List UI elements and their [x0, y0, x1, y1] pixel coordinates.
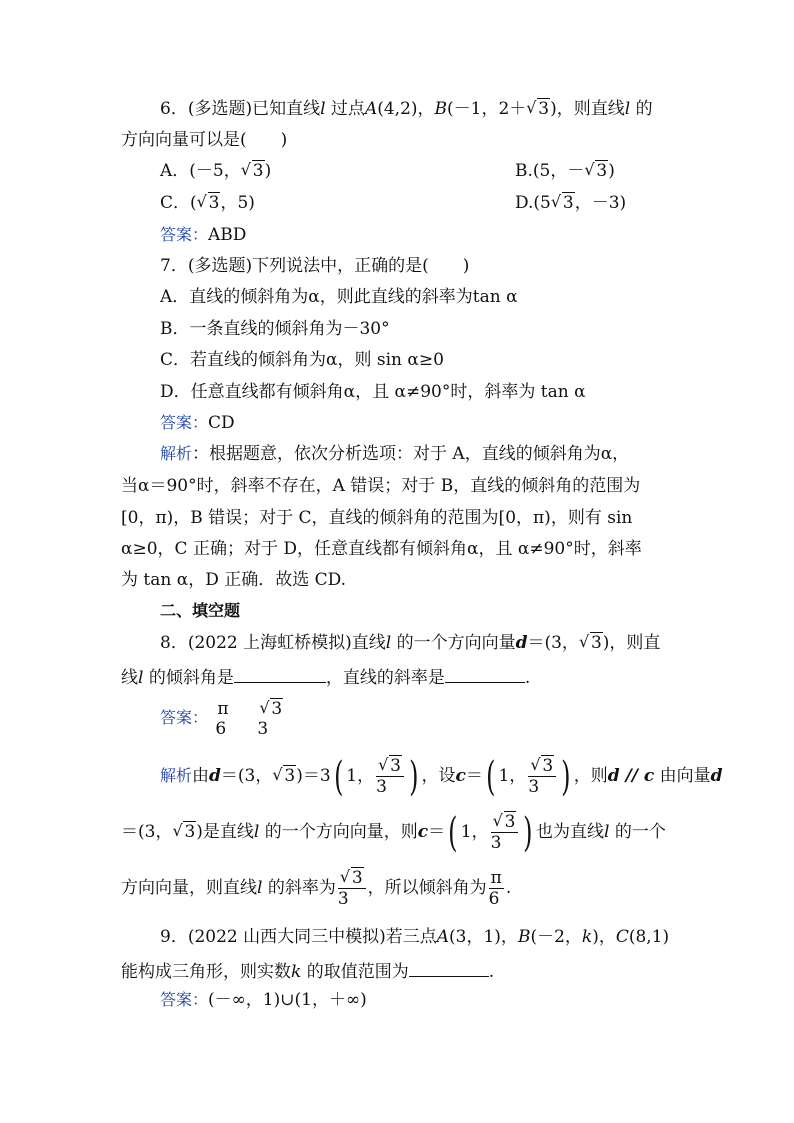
q7-analysis-line5: 为 tan α，D 正确．故选 CD.	[121, 570, 347, 590]
sqrt-symbol: √ 3	[526, 98, 550, 120]
sqrt-symbol: √ 3	[340, 868, 364, 888]
answer-label: 答案：	[160, 413, 209, 432]
sqrt-symbol: √ 3	[378, 756, 402, 776]
right-paren: )	[409, 753, 419, 800]
q6-option-c: C．(√ 3，5)	[160, 192, 255, 214]
sqrt-symbol: √ 3	[172, 808, 196, 856]
answer-label: 答案：	[160, 225, 209, 244]
q8-stem-line2: 线l 的倾斜角是 ，直线的斜率是 .	[121, 664, 530, 689]
left-paren: (	[333, 753, 344, 800]
fraction: √ $\frac{3}{3}$	[338, 868, 366, 909]
sqrt-symbol: √ 3	[493, 812, 517, 832]
sqrt-symbol: √ 3	[259, 699, 283, 719]
sqrt-symbol: √ 3	[584, 160, 608, 182]
q8-analysis-line2: ＝(3，√ 3)是直线l 的一个方向向量，则c＝( 1， √ $\frac{3}{3}$ ) 也为直线l 的一个	[121, 808, 666, 856]
q7-option-c: C．若直线的倾斜角为α，则 sin α≥0	[160, 350, 444, 370]
sqrt-symbol: √ 3	[530, 756, 554, 776]
q6-stem: 6．(多选题)已知直线l 过点A(4,2)，B(－1，2＋√ 3)，则直线l 的	[160, 98, 653, 120]
answer-blank[interactable]	[445, 664, 525, 683]
fraction: √ $\frac{3}{3}$	[491, 812, 519, 853]
q6-option-b: B.(5，－√ 3)	[515, 160, 615, 182]
q8-answer	[160, 694, 287, 742]
fraction: $\frac{\pi}{6}$	[488, 868, 502, 909]
q7-option-d: D．任意直线都有倾斜角α，且 α≠90°时，斜率为 tan α	[160, 382, 586, 402]
q6-stem-line2: 方向向量可以是( )	[121, 130, 288, 150]
left-paren: (	[448, 809, 458, 856]
q7-stem: 7．(多选题)下列说法中，正确的是( )	[160, 256, 470, 276]
right-paren: )	[523, 809, 533, 856]
q7-answer: 答案：CD	[160, 413, 235, 433]
sqrt-symbol: √ 3	[197, 192, 221, 214]
q6-answer: 答案：ABD	[160, 225, 247, 245]
fraction: √ $\frac{3}{3}$	[376, 756, 404, 797]
analysis-label: 解析	[160, 766, 193, 785]
q7-analysis-line1: 解析：根据题意，依次分析选项：对于 A，直线的倾斜角为α，	[160, 444, 630, 464]
fraction: π 6	[215, 698, 229, 739]
answer-label: 答案：	[160, 708, 209, 727]
answer-blank[interactable]	[234, 664, 326, 683]
sqrt-symbol: √ 3	[579, 632, 603, 654]
q7-analysis-line2: 当α＝90°时，斜率不存在，A 错误；对于 B，直线的倾斜角的范围为	[121, 476, 641, 496]
q8-analysis-line3: 方向向量，则直线l 的斜率为 √ $\frac{3}{3}$ ，所以倾斜角为 $\frac{\pi}{6}$ .	[121, 864, 511, 912]
q9-answer: 答案：(－∞，1)∪(1，＋∞)	[160, 990, 367, 1010]
sqrt-symbol: √ 3	[241, 160, 265, 182]
fraction: √ 3 3	[257, 699, 285, 739]
sqrt-symbol: √ 3	[551, 192, 575, 214]
q7-option-b: B．一条直线的倾斜角为－30°	[160, 319, 390, 339]
q7-analysis-line4: α≥0，C 正确；对于 D，任意直线都有倾斜角α，且 α≠90°时，斜率	[121, 539, 642, 559]
right-paren: )	[561, 753, 571, 800]
q8-stem: 8．(2022 上海虹桥模拟)直线l 的一个方向向量d＝(3，√ 3)，则直	[160, 632, 660, 654]
analysis-label: 解析	[160, 444, 193, 463]
sqrt-symbol: √ 3	[272, 752, 296, 800]
q6-option-a: A．(－5，√ 3)	[160, 160, 271, 182]
left-paren: (	[485, 753, 496, 800]
q9-stem: 9．(2022 山西大同三中模拟)若三点A(3，1)，B(－2，k)，C(8,1)	[160, 927, 670, 947]
answer-blank[interactable]	[409, 958, 489, 977]
q9-stem-line2: 能构成三角形，则实数k 的取值范围为 .	[121, 958, 494, 983]
q8-analysis-line1: 解析由d＝(3，√ 3)＝3( 1， √ $\frac{3}{3}$ ) ，设c＝( 1， √ $\frac{3}{3}$ ) ，则d // c 由向量d	[160, 752, 723, 800]
fraction: √ $\frac{3}{3}$	[528, 756, 556, 797]
section-heading: 二、填空题	[160, 601, 241, 620]
q7-analysis-line3: [0，π)，B 错误；对于 C，直线的倾斜角的范围为[0，π)，则有 sin	[121, 508, 633, 528]
q6-option-d: D.(5√ 3，－3)	[515, 192, 626, 214]
q7-option-a: A．直线的倾斜角为α，则此直线的斜率为tan α	[160, 287, 518, 307]
answer-label: 答案：	[160, 990, 209, 1009]
